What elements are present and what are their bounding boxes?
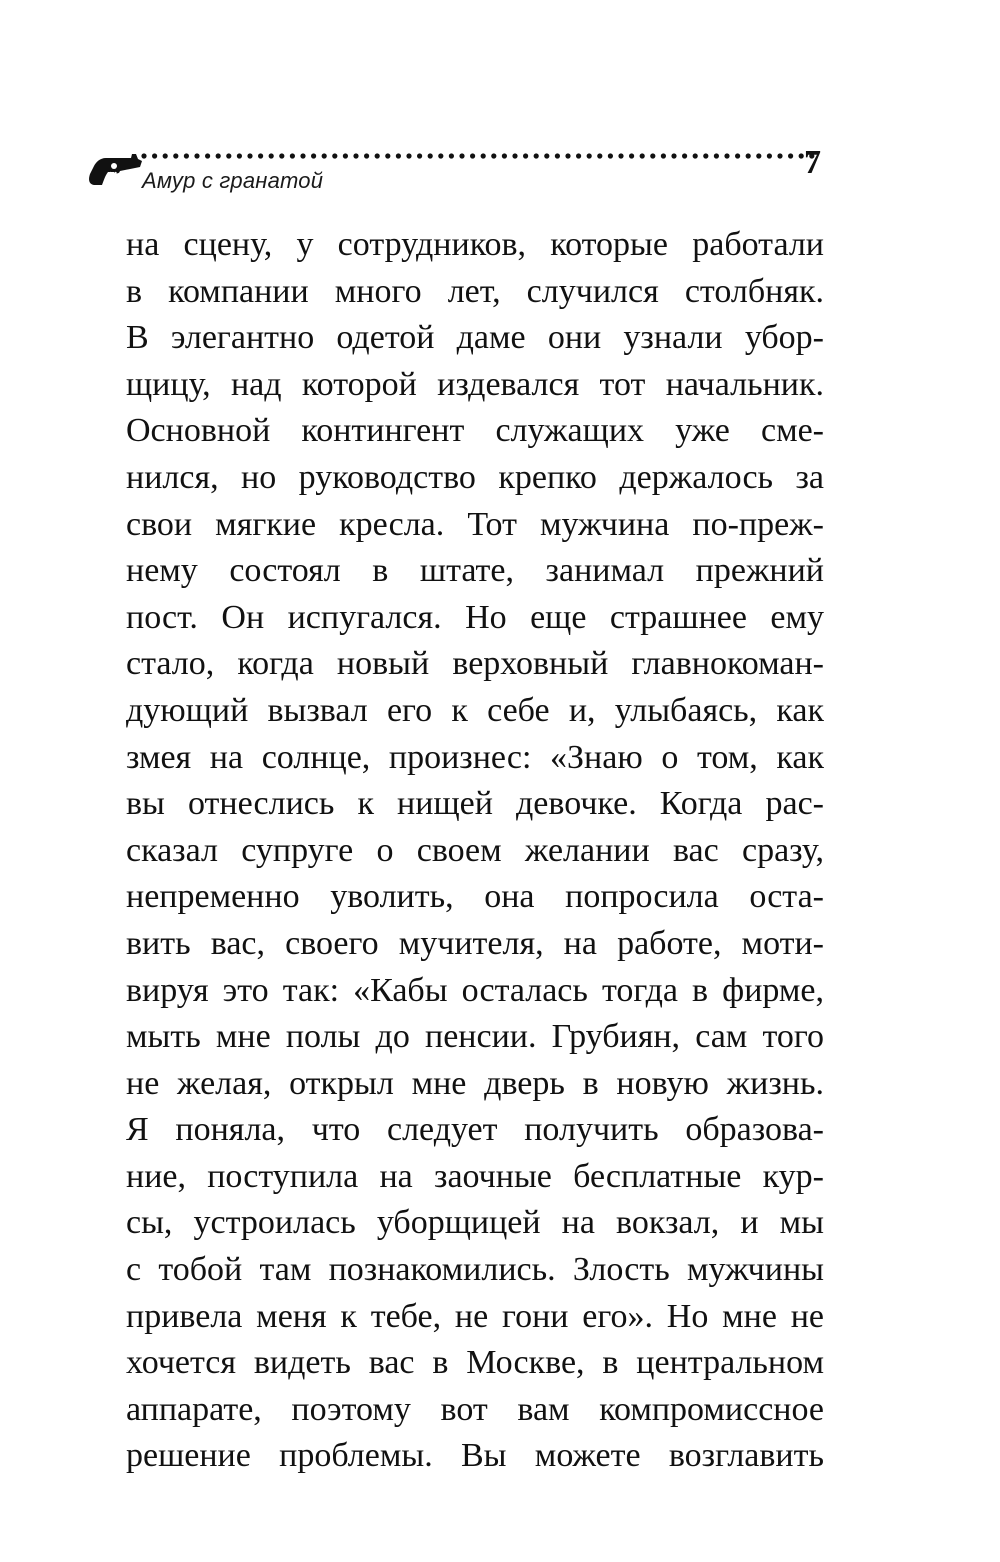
running-header: [86, 144, 826, 198]
text-line: свои мягкие кресла. Тот мужчина по-преж-: [126, 505, 824, 543]
text-line: Основной контингент служащих уже сме-: [126, 412, 824, 450]
text-line: дующий вызвал его к себе и, улыбаясь, как: [126, 691, 824, 729]
text-line: сказал супруге о своем желании вас сразу,: [126, 831, 824, 869]
text-line: привела меня к тебе, не гони его». Но мне не: [126, 1297, 824, 1335]
text-line: аппарате, поэтому вот вам компромиссное: [126, 1390, 824, 1428]
header-dotted-rule: [140, 151, 820, 161]
text-line: решение проблемы. Вы можете возглавить: [126, 1437, 824, 1475]
text-line: с тобой там познакомились. Злость мужчины: [126, 1251, 824, 1289]
text-line: нему состоял в штате, занимал прежний: [126, 552, 824, 590]
text-line: в компании много лет, случился столбняк.: [126, 272, 824, 310]
text-line: щицу, над которой издевался тот начальник.: [126, 365, 824, 403]
text-line: ние, поступила на заочные бесплатные кур-: [126, 1157, 824, 1195]
text-line: пост. Он испугался. Но еще страшнее ему: [126, 598, 824, 636]
text-line: змея на солнце, произнес: «Знаю о том, как: [126, 738, 824, 776]
running-title: Амур с гранатой: [142, 168, 324, 193]
revolver-icon: [86, 152, 144, 186]
text-line: вы отнеслись к нищей девочке. Когда рас-: [126, 785, 824, 823]
text-line: вируя это так: «Кабы осталась тогда в фирме,: [126, 971, 824, 1009]
text-line: нился, но руководство крепко держалось за: [126, 458, 824, 496]
text-line: стало, когда новый верховный главнокоман-: [126, 645, 824, 683]
text-line: мыть мне полы до пенсии. Грубиян, сам того: [126, 1018, 824, 1056]
text-line: непременно уволить, она попросила оста-: [126, 878, 824, 916]
body-text: [126, 222, 824, 1480]
text-line: вить вас, своего мучителя, на работе, моти-: [126, 924, 824, 962]
text-line: Я поняла, что следует получить образова-: [126, 1111, 824, 1149]
text-line: хочется видеть вас в Москве, в центральном: [126, 1344, 824, 1382]
text-line: не желая, открыл мне дверь в новую жизнь.: [126, 1064, 824, 1102]
page-number: 7: [804, 144, 821, 181]
text-line: В элегантно одетой даме они узнали убор-: [126, 319, 824, 357]
text-line: на сцену, у сотрудников, которые работали: [126, 226, 824, 263]
text-line: сы, устроилась уборщицей на вокзал, и мы: [126, 1204, 824, 1242]
